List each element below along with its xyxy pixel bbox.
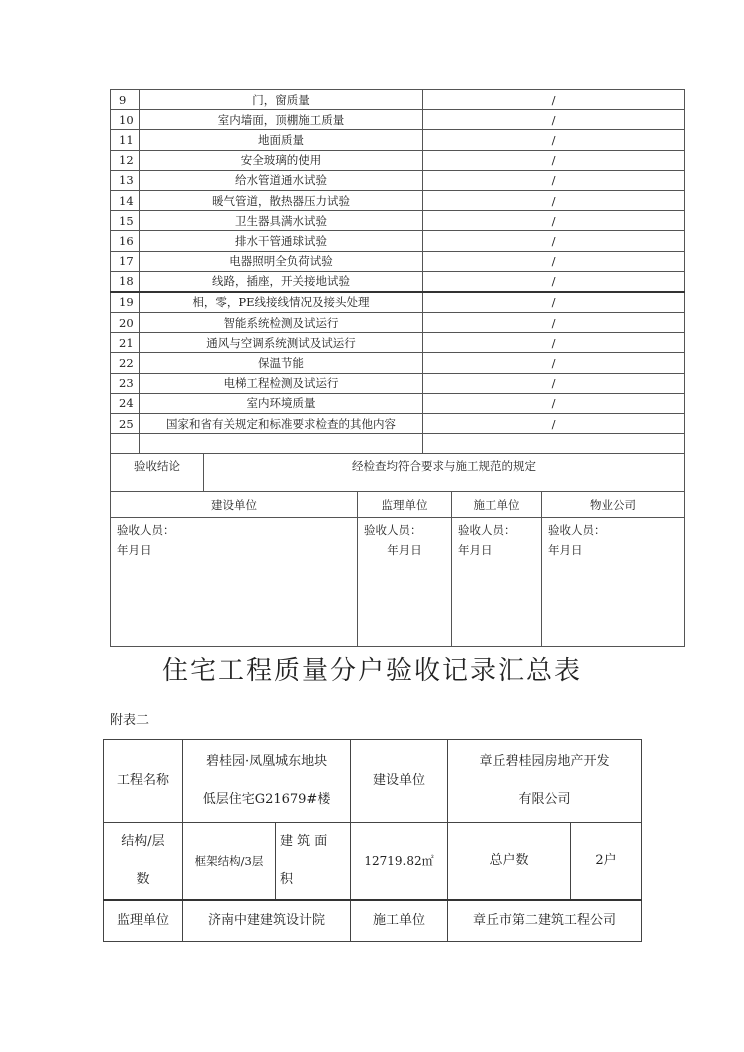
item-value: / bbox=[423, 190, 685, 210]
table-row bbox=[111, 292, 685, 313]
item-value: / bbox=[423, 150, 685, 170]
item-value: / bbox=[423, 211, 685, 231]
item-name: 室内环境质量 bbox=[140, 393, 423, 413]
inspector-label: 验收人员： bbox=[458, 523, 516, 538]
item-number: 18 bbox=[111, 271, 140, 292]
table-row bbox=[111, 414, 685, 434]
conclusion-label: 验收结论 bbox=[111, 454, 204, 492]
item-number: 10 bbox=[111, 110, 140, 130]
item-number: 12 bbox=[111, 150, 140, 170]
item-value: / bbox=[423, 373, 685, 393]
date-label: 年月日 bbox=[458, 543, 493, 558]
item-number: 14 bbox=[111, 190, 140, 210]
party-property: 物业公司 bbox=[542, 492, 685, 518]
table-row bbox=[111, 393, 685, 413]
page-title: 住宅工程质量分户验收记录汇总表 bbox=[161, 656, 582, 686]
item-name: 保温节能 bbox=[140, 353, 423, 373]
item-number: 19 bbox=[111, 292, 140, 313]
table-row bbox=[111, 251, 685, 271]
item-value: / bbox=[423, 130, 685, 150]
date-label: 年月日 bbox=[387, 543, 422, 558]
project-name-label: 工程名称 bbox=[104, 740, 183, 823]
signature-cell bbox=[542, 518, 685, 647]
table-row bbox=[111, 231, 685, 251]
item-value: / bbox=[423, 231, 685, 251]
inspection-table bbox=[110, 89, 685, 647]
contractor-label: 施工单位 bbox=[351, 900, 448, 941]
item-name: 电器照明全负荷试验 bbox=[140, 251, 423, 271]
table-row bbox=[111, 90, 685, 110]
signature-cell bbox=[358, 518, 452, 647]
builder-line2: 有限公司 bbox=[518, 792, 571, 807]
item-name: 地面质量 bbox=[140, 130, 423, 150]
item-value: / bbox=[423, 292, 685, 313]
project-name-line2: 低层住宅G21679#楼 bbox=[202, 792, 331, 807]
item-name: 安全玻璃的使用 bbox=[140, 150, 423, 170]
item-number: 11 bbox=[111, 130, 140, 150]
item-name: 排水干管通球试验 bbox=[140, 231, 423, 251]
table-row bbox=[111, 190, 685, 210]
item-value: / bbox=[423, 110, 685, 130]
structure-value: 框架结构/3层 bbox=[183, 823, 276, 901]
item-number: 25 bbox=[111, 414, 140, 434]
table-row bbox=[111, 353, 685, 373]
inspector-label: 验收人员： bbox=[548, 523, 606, 538]
table-row bbox=[111, 150, 685, 170]
party-contractor: 施工单位 bbox=[452, 492, 542, 518]
item-value: / bbox=[423, 313, 685, 333]
item-value: / bbox=[423, 271, 685, 292]
inspector-label: 验收人员： bbox=[364, 523, 422, 538]
item-name: 给水管道通水试验 bbox=[140, 170, 423, 190]
item-name: 国家和省有关规定和标准要求检查的其他内容 bbox=[140, 414, 423, 434]
item-number: 15 bbox=[111, 211, 140, 231]
item-number: 23 bbox=[111, 373, 140, 393]
table-row bbox=[111, 110, 685, 130]
table-row bbox=[111, 211, 685, 231]
item-name: 相，零，PE线接线情况及接头处理 bbox=[140, 292, 423, 313]
appendix-label: 附表二 bbox=[110, 713, 150, 728]
item-number: 17 bbox=[111, 251, 140, 271]
party-construction: 建设单位 bbox=[111, 492, 358, 518]
supervisor-label: 监理单位 bbox=[104, 900, 183, 941]
item-value: / bbox=[423, 170, 685, 190]
item-number: 16 bbox=[111, 231, 140, 251]
item-name: 卫生器具满水试验 bbox=[140, 211, 423, 231]
item-name: 暖气管道，散热器压力试验 bbox=[140, 190, 423, 210]
table-row bbox=[111, 271, 685, 292]
item-value: / bbox=[423, 414, 685, 434]
item-name: 室内墙面，顶棚施工质量 bbox=[140, 110, 423, 130]
item-name: 门，窗质量 bbox=[140, 90, 423, 110]
table-row bbox=[111, 373, 685, 393]
signature-cell bbox=[452, 518, 542, 647]
item-name: 电梯工程检测及试运行 bbox=[140, 373, 423, 393]
item-value: / bbox=[423, 251, 685, 271]
structure-label-line1: 结构/层 bbox=[121, 834, 165, 849]
item-value: / bbox=[423, 333, 685, 353]
inspector-label: 验收人员： bbox=[117, 523, 175, 538]
item-value: / bbox=[423, 393, 685, 413]
area-label-line2: 积 bbox=[280, 872, 294, 887]
supervisor-value: 济南中建建筑设计院 bbox=[183, 900, 351, 941]
item-number: 9 bbox=[111, 90, 140, 110]
date-label: 年月日 bbox=[117, 543, 152, 558]
item-value: / bbox=[423, 353, 685, 373]
contractor-value: 章丘市第二建筑工程公司 bbox=[448, 900, 642, 941]
conclusion-text: 经检查均符合要求与施工规范的规定 bbox=[204, 454, 685, 492]
builder-line1: 章丘碧桂园房地产开发 bbox=[479, 754, 610, 769]
table-row bbox=[111, 170, 685, 190]
area-label-line1: 建 筑 面 bbox=[280, 834, 328, 849]
item-number: 20 bbox=[111, 313, 140, 333]
signature-cell bbox=[111, 518, 358, 647]
structure-label-line2: 数 bbox=[136, 872, 150, 887]
item-number: 13 bbox=[111, 170, 140, 190]
builder-label: 建设单位 bbox=[351, 740, 448, 823]
table-row bbox=[111, 313, 685, 333]
item-name: 智能系统检测及试运行 bbox=[140, 313, 423, 333]
item-number: 24 bbox=[111, 393, 140, 413]
item-number: 21 bbox=[111, 333, 140, 353]
date-label: 年月日 bbox=[548, 543, 583, 558]
item-value: / bbox=[423, 90, 685, 110]
households-value: 2户 bbox=[571, 823, 642, 901]
table-row bbox=[111, 130, 685, 150]
summary-table bbox=[103, 739, 642, 942]
item-name: 通风与空调系统测试及试运行 bbox=[140, 333, 423, 353]
table-row bbox=[111, 333, 685, 353]
households-label: 总户数 bbox=[448, 823, 571, 901]
item-number: 22 bbox=[111, 353, 140, 373]
item-name: 线路，插座，开关接地试验 bbox=[140, 271, 423, 292]
area-value: 12719.82㎡ bbox=[351, 823, 448, 901]
party-supervision: 监理单位 bbox=[358, 492, 452, 518]
project-name-line1: 碧桂园·凤凰城东地块 bbox=[205, 754, 328, 769]
